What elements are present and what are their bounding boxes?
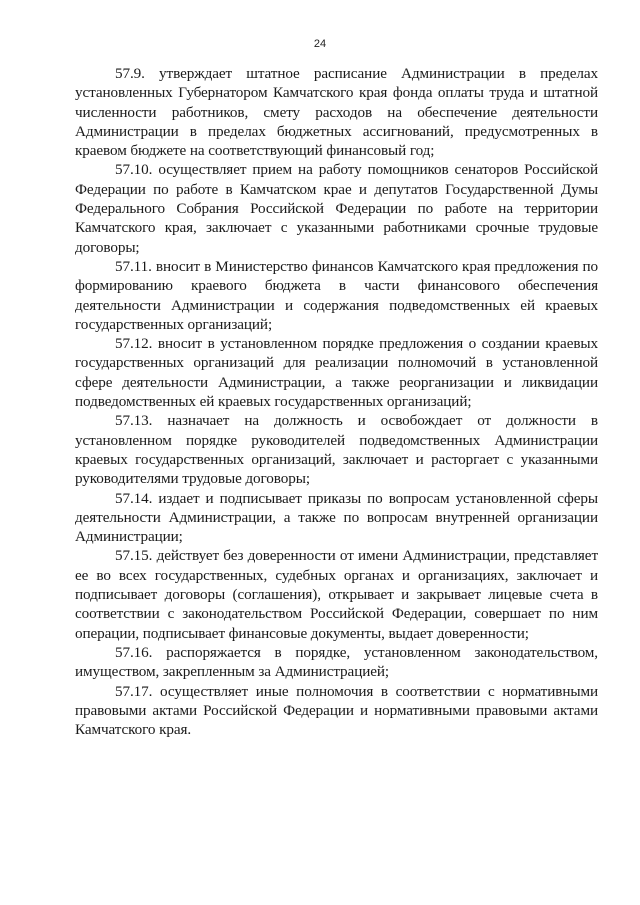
paragraph-57-16: 57.16. распоряжается в порядке, установленном законодательством, имуществом, закрепленным за Администрацией; <box>75 643 598 681</box>
paragraph-57-11: 57.11. вносит в Министерство финансов Камчатского края предложения по формированию краевого бюджета в части финансового обеспечения деятельности Администрации и содержания подведомственных ей краевых государственных организаций; <box>75 257 598 333</box>
paragraph-57-13: 57.13. назначает на должность и освобождает от должности в установленном порядке руководителей подведомственных Администрации краевых государственных организаций, заключает и расторгает с указанными руководителями трудовые договоры; <box>75 412 598 488</box>
paragraph-57-17: 57.17. осуществляет иные полномочия в соответствии с нормативными правовыми актами Российской Федерации и нормативными правовыми актами Камчатского края. <box>75 682 598 739</box>
paragraph-57-12: 57.12. вносит в установленном порядке предложения о создании краевых государственных организаций для реализации полномочий в установленной сфере деятельности Администрации, а также реорганизации и ликвидации подведомственных ей краевых государственных организаций; <box>75 335 598 411</box>
paragraph-57-9: 57.9. утверждает штатное расписание Администрации в пределах установленных Губернатором Камчатского края фонда оплаты труда и штатной численности работников, смету расходов на обеспечение деятельности Администрации в пределах бюджетных ассигнований, предусмотренных в краевом бюджете на соответствующий финансовый год; <box>75 65 598 160</box>
paragraph-57-15: 57.15. действует без доверенности от имени Администрации, представляет ее во всех государственных, судебных органах и организациях, заключает и подписывает договоры (соглашения), открывает и закрывает лицевые счета в соответствии с законодательством Российской Федерации, совершает по ним операции, подписывает финансовые документы, выдает доверенности; <box>75 547 598 642</box>
document-body <box>75 64 598 739</box>
paragraph-57-10: 57.10. осуществляет прием на работу помощников сенаторов Российской Федерации по работе в Камчатском крае и депутатов Государственной Думы Федерального Собрания Российской Федерации по работе на территории Камчатского края, заключает с указанными работниками срочные трудовые договоры; <box>75 161 598 256</box>
paragraph-57-14: 57.14. издает и подписывает приказы по вопросам установленной сферы деятельности Администрации, а также по вопросам внутренней организации Администрации; <box>75 489 598 546</box>
page-number: 24 <box>313 38 327 50</box>
